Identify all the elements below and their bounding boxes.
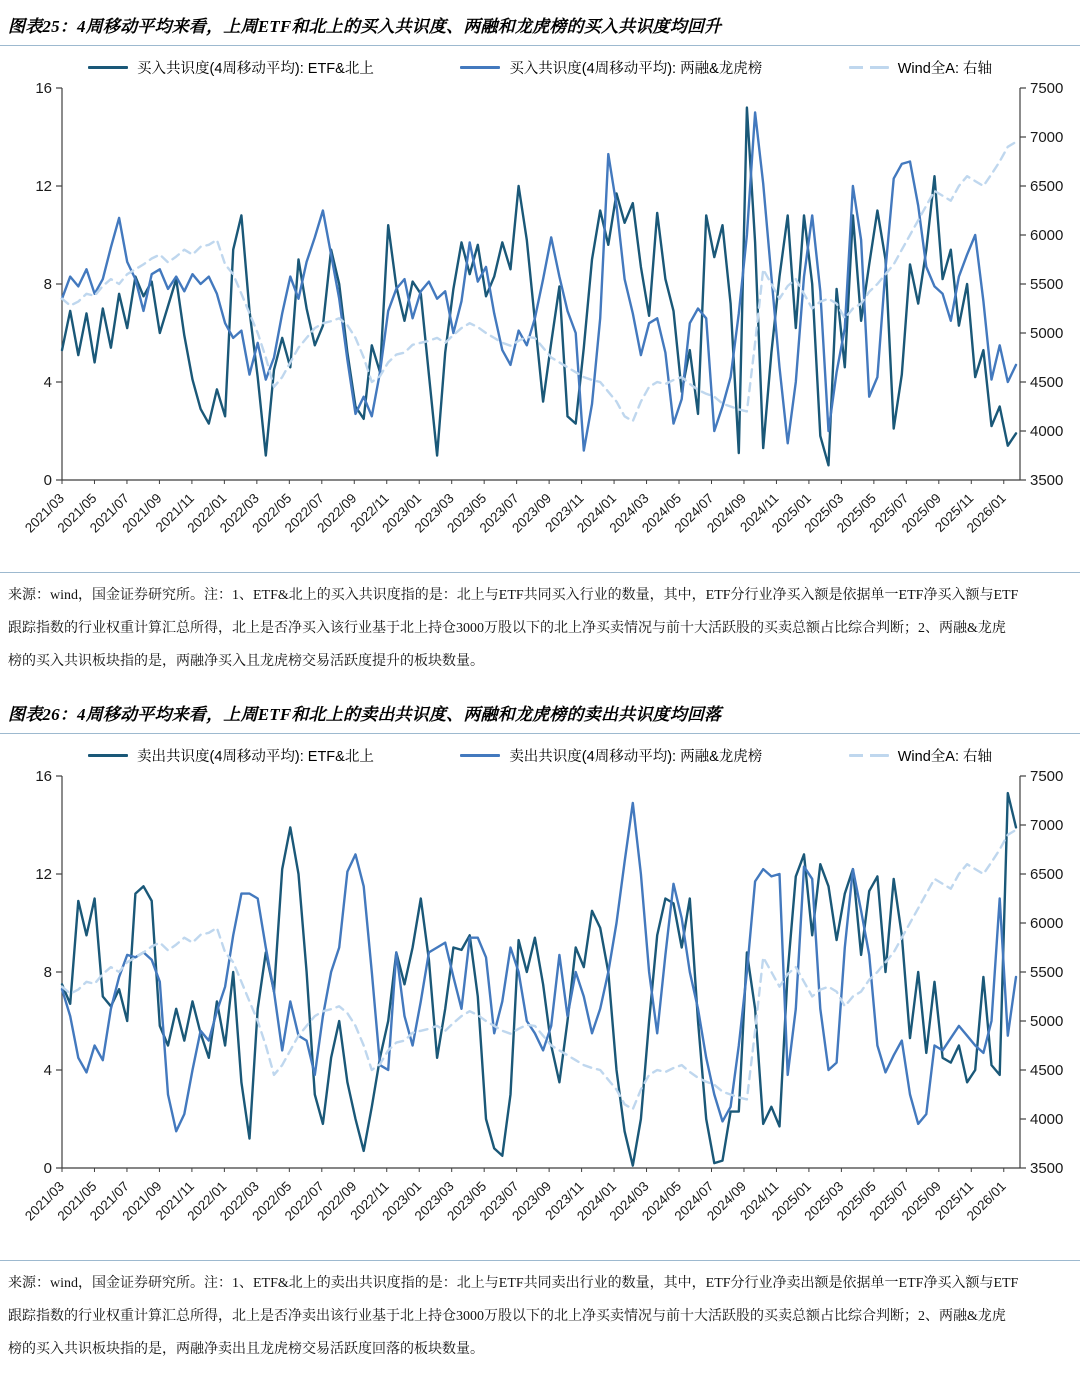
legend-item [88, 57, 374, 78]
svg-text:2024/03: 2024/03 [606, 1178, 652, 1224]
svg-text:2021/07: 2021/07 [86, 490, 133, 536]
figure-26-legend [0, 734, 1080, 766]
svg-text:4500: 4500 [1030, 374, 1064, 391]
svg-text:2025/05: 2025/05 [833, 1178, 879, 1224]
svg-text:5000: 5000 [1030, 325, 1064, 342]
series-consensus [62, 793, 1016, 1166]
svg-text:2025/07: 2025/07 [866, 1178, 912, 1224]
series-consensus [62, 113, 1016, 451]
svg-text:2021/03: 2021/03 [21, 1178, 68, 1224]
svg-text:2022/01: 2022/01 [184, 490, 230, 536]
svg-text:2026/01: 2026/01 [963, 490, 1009, 536]
svg-text:2023/07: 2023/07 [476, 490, 522, 536]
figure-26 [0, 692, 1080, 1370]
svg-text:2024/11: 2024/11 [737, 490, 782, 535]
svg-text:2024/05: 2024/05 [639, 490, 685, 536]
series-consensus [62, 108, 1016, 466]
svg-text:2023/09: 2023/09 [509, 490, 555, 536]
svg-text:7000: 7000 [1030, 129, 1064, 146]
svg-text:2021/11: 2021/11 [152, 1178, 198, 1223]
svg-text:2025/09: 2025/09 [898, 490, 944, 536]
svg-text:2025/07: 2025/07 [866, 490, 912, 536]
svg-text:2022/07: 2022/07 [281, 490, 327, 536]
dashed-line-swatch [849, 754, 889, 757]
figure-26-title: 图表26：4周移动平均来看，上周ETF和北上的卖出共识度、两融和龙虎榜的卖出共识度均回落 [8, 705, 722, 724]
svg-text:2021/11: 2021/11 [152, 490, 198, 535]
svg-text:2022/03: 2022/03 [216, 490, 262, 536]
svg-text:2022/11: 2022/11 [347, 490, 392, 535]
svg-text:2023/09: 2023/09 [509, 1178, 555, 1224]
svg-text:2023/07: 2023/07 [476, 1178, 522, 1224]
svg-text:2023/01: 2023/01 [379, 490, 425, 536]
svg-text:3500: 3500 [1030, 1160, 1064, 1177]
legend-label: 卖出共识度(4周移动平均): 两融&龙虎榜 [509, 748, 763, 765]
svg-text:2025/09: 2025/09 [898, 1178, 944, 1224]
svg-text:0: 0 [43, 1160, 52, 1177]
svg-text:4000: 4000 [1030, 423, 1064, 440]
svg-text:2025/03: 2025/03 [801, 490, 847, 536]
svg-text:2024/09: 2024/09 [703, 490, 750, 536]
svg-text:2025/05: 2025/05 [833, 490, 879, 536]
svg-text:2022/05: 2022/05 [249, 1178, 295, 1224]
note-line: 跟踪指数的行业权重计算汇总所得，北上是否净卖出该行业基于北上持仓3000万股以下的北上净买卖情况与前十大活跃股的买卖总额占比综合判断；2、两融&龙虎 [8, 1309, 1006, 1324]
svg-text:2021/09: 2021/09 [119, 490, 165, 536]
line-swatch [88, 66, 128, 69]
svg-text:2024/01: 2024/01 [574, 490, 620, 536]
line-swatch [88, 754, 128, 757]
svg-text:2025/03: 2025/03 [801, 1178, 847, 1224]
line-swatch [460, 66, 500, 69]
svg-text:16: 16 [35, 768, 52, 785]
svg-text:2024/07: 2024/07 [671, 1178, 717, 1224]
svg-text:6000: 6000 [1030, 915, 1064, 932]
svg-text:16: 16 [35, 80, 52, 97]
svg-text:2025/01: 2025/01 [768, 490, 815, 536]
svg-text:5000: 5000 [1030, 1013, 1064, 1030]
svg-text:0: 0 [43, 472, 52, 489]
svg-text:2023/11: 2023/11 [542, 1178, 587, 1223]
svg-text:2023/03: 2023/03 [411, 490, 457, 536]
svg-text:2022/03: 2022/03 [216, 1178, 262, 1224]
legend-item [849, 57, 992, 78]
svg-text:2024/09: 2024/09 [703, 1178, 750, 1224]
line-swatch [460, 754, 500, 757]
svg-text:2022/07: 2022/07 [281, 1178, 327, 1224]
note-line: 来源：wind，国金证券研究所。注：1、ETF&北上的卖出共识度指的是：北上与ETF共同卖出行业的数量，其中，ETF分行业净卖出额是依据单一ETF净买入额与ETF [8, 1276, 1019, 1291]
svg-text:2025/11: 2025/11 [931, 490, 977, 535]
legend-item [460, 57, 762, 78]
figure-26-note [0, 1261, 1080, 1370]
figure-25 [0, 4, 1080, 682]
svg-text:2024/01: 2024/01 [574, 1178, 620, 1224]
figure-25-title: 图表25：4周移动平均来看，上周ETF和北上的买入共识度、两融和龙虎榜的买入共识度均回升 [8, 17, 722, 36]
svg-text:4: 4 [43, 374, 52, 391]
legend-item [88, 745, 374, 766]
note-line: 榜的买入共识板块指的是，两融净买入且龙虎榜交易活跃度提升的板块数量。 [8, 654, 484, 669]
svg-text:2021/03: 2021/03 [21, 490, 68, 536]
svg-text:2023/11: 2023/11 [542, 490, 587, 535]
svg-text:12: 12 [35, 178, 52, 195]
svg-text:2021/05: 2021/05 [54, 1178, 100, 1224]
svg-text:2023/05: 2023/05 [444, 1178, 490, 1224]
legend-label: 卖出共识度(4周移动平均): ETF&北上 [137, 748, 374, 765]
sell-consensus-chart [8, 766, 1072, 1258]
note-line: 跟踪指数的行业权重计算汇总所得，北上是否净买入该行业基于北上持仓3000万股以下的北上净买卖情况与前十大活跃股的买卖总额占比综合判断；2、两融&龙虎 [8, 621, 1006, 636]
svg-text:5500: 5500 [1030, 276, 1064, 293]
svg-text:4500: 4500 [1030, 1062, 1064, 1079]
svg-text:2025/01: 2025/01 [768, 1178, 815, 1224]
svg-text:2022/09: 2022/09 [314, 490, 360, 536]
buy-consensus-chart [8, 78, 1072, 570]
svg-text:7500: 7500 [1030, 768, 1064, 785]
legend-item [849, 745, 992, 766]
svg-text:2025/11: 2025/11 [931, 1178, 977, 1223]
svg-text:6000: 6000 [1030, 227, 1064, 244]
svg-text:2022/11: 2022/11 [347, 1178, 392, 1223]
svg-text:2022/05: 2022/05 [249, 490, 295, 536]
svg-text:12: 12 [35, 866, 52, 883]
dashed-line-swatch [849, 66, 889, 69]
svg-text:2024/05: 2024/05 [639, 1178, 685, 1224]
svg-text:2023/01: 2023/01 [379, 1178, 425, 1224]
svg-text:2024/07: 2024/07 [671, 490, 717, 536]
svg-text:2024/11: 2024/11 [737, 1178, 782, 1223]
note-line: 来源：wind，国金证券研究所。注：1、ETF&北上的买入共识度指的是：北上与ETF共同买入行业的数量，其中，ETF分行业净买入额是依据单一ETF净买入额与ETF [8, 588, 1019, 603]
svg-text:5500: 5500 [1030, 964, 1064, 981]
svg-text:2023/05: 2023/05 [444, 490, 490, 536]
svg-text:2026/01: 2026/01 [963, 1178, 1009, 1224]
note-line: 榜的买入共识板块指的是，两融净卖出且龙虎榜交易活跃度回落的板块数量。 [8, 1342, 484, 1357]
svg-text:7000: 7000 [1030, 817, 1064, 834]
svg-text:2022/01: 2022/01 [184, 1178, 230, 1224]
legend-label: 买入共识度(4周移动平均): ETF&北上 [137, 60, 374, 77]
svg-text:3500: 3500 [1030, 472, 1064, 489]
svg-text:2021/05: 2021/05 [54, 490, 100, 536]
svg-text:6500: 6500 [1030, 866, 1064, 883]
svg-text:4: 4 [43, 1062, 52, 1079]
svg-text:8: 8 [43, 276, 52, 293]
svg-text:7500: 7500 [1030, 80, 1064, 97]
svg-text:6500: 6500 [1030, 178, 1064, 195]
figure-25-note [0, 573, 1080, 682]
svg-text:2023/03: 2023/03 [411, 1178, 457, 1224]
svg-text:2021/09: 2021/09 [119, 1178, 165, 1224]
legend-label: Wind全A: 右轴 [897, 60, 992, 77]
svg-text:4000: 4000 [1030, 1111, 1064, 1128]
svg-text:2021/07: 2021/07 [86, 1178, 133, 1224]
svg-text:8: 8 [43, 964, 52, 981]
svg-text:2022/09: 2022/09 [314, 1178, 360, 1224]
legend-label: 买入共识度(4周移动平均): 两融&龙虎榜 [509, 60, 763, 77]
svg-text:2024/03: 2024/03 [606, 490, 652, 536]
series-wind-index [62, 830, 1016, 1109]
figure-25-legend [0, 46, 1080, 78]
legend-label: Wind全A: 右轴 [897, 748, 992, 765]
legend-item [460, 745, 762, 766]
